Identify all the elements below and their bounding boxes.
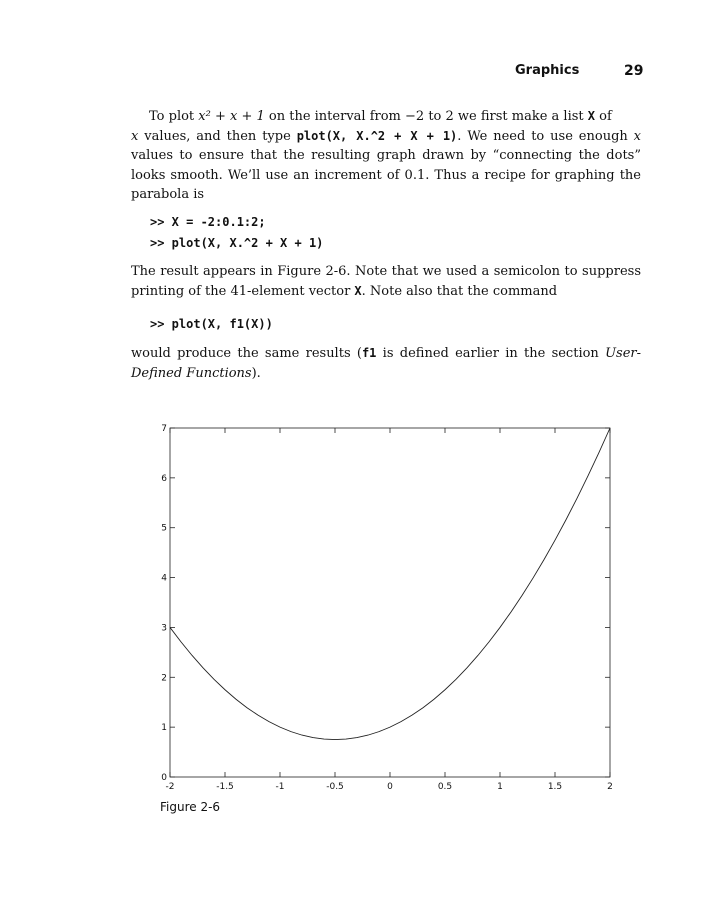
y-tick-label: 2	[161, 673, 167, 684]
page-number: 29	[624, 63, 644, 79]
paragraph-note	[131, 344, 641, 383]
math-variable: x	[131, 128, 139, 144]
section-title: Graphics	[515, 63, 580, 78]
x-tick-label: 1.5	[547, 782, 563, 792]
plot-frame	[170, 428, 610, 777]
section-reference: User-Defined Functions	[131, 346, 641, 381]
text-run: To plot	[149, 109, 199, 124]
y-tick-label: 3	[161, 623, 167, 634]
text-run: to 2 we first make a list	[424, 109, 588, 124]
paragraph-result	[131, 262, 641, 301]
x-tick-label: 1	[497, 782, 503, 792]
y-tick-label: 0	[161, 773, 167, 783]
text-run: of	[595, 109, 612, 124]
figure-caption: Figure 2-6	[160, 800, 221, 814]
text-run: on the interval from	[264, 109, 406, 124]
x-tick-label: 0	[387, 782, 393, 792]
running-header	[0, 63, 702, 83]
y-tick-label: 4	[161, 573, 167, 584]
text-run: ).	[251, 365, 261, 381]
x-tick-label: 0.5	[437, 782, 453, 792]
text-run: The result appears in Figure 2-6. Note that we used a semicolon to suppress printing of the 41-element vector	[131, 264, 641, 299]
x-tick-label: -2	[165, 782, 175, 792]
x-tick-label: 2	[607, 782, 613, 792]
y-tick-label: 5	[161, 523, 167, 534]
math-value: −2	[405, 109, 425, 124]
text-run: . We need to use enough	[457, 128, 634, 144]
math-variable: x	[633, 128, 642, 144]
paragraph-intro	[131, 107, 641, 205]
text-run: values to ensure that the resulting graph drawn by “connecting the dots” looks smooth. We’ll use an increment of 0.1. Thus a recipe for graphing the parabola is	[131, 148, 641, 202]
x-tick-label: -1	[275, 782, 285, 792]
math-expression: x² + x + 1	[198, 109, 265, 124]
inline-code: X	[354, 283, 362, 298]
text-run: is defined earlier in the section	[376, 346, 606, 361]
inline-code: plot(X, X.^2 + X + 1)	[296, 128, 458, 143]
code-line: >> plot(X, f1(X))	[150, 317, 273, 331]
y-tick-label: 1	[161, 723, 167, 734]
figure-2-6	[140, 415, 630, 800]
code-line: >> X = -2:0.1:2;	[150, 215, 266, 229]
y-tick-label: 6	[161, 473, 167, 484]
x-tick-label: -0.5	[326, 782, 344, 792]
x-tick-label: -1.5	[216, 782, 234, 792]
code-block	[150, 212, 323, 254]
text-run: values, and then type	[138, 128, 297, 144]
inline-code: X	[587, 109, 596, 123]
inline-code: f1	[361, 346, 377, 360]
y-tick-label: 7	[161, 424, 167, 434]
code-block	[150, 314, 273, 335]
parabola-chart	[140, 415, 630, 800]
series-line	[170, 428, 610, 740]
code-line: >> plot(X, X.^2 + X + 1)	[150, 236, 324, 250]
text-run: would produce the same results (	[131, 346, 362, 361]
text-run: . Note also that the command	[361, 283, 558, 299]
